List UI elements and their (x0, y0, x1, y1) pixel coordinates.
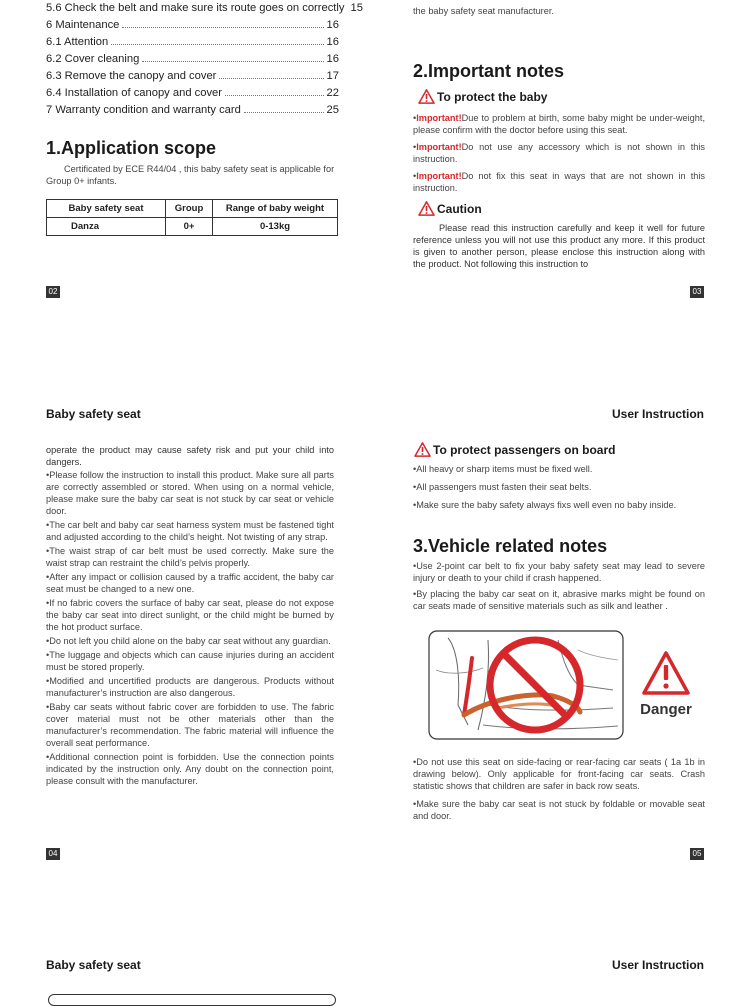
page-number: 02 (46, 286, 60, 298)
subheading-protect-baby: To protect the baby (418, 89, 547, 104)
list-item: •Make sure the baby car seat is not stuck by foldable or movable seat and door. (413, 799, 705, 821)
list-item: •The waist strap of car belt must be used correctly. Make sure the waist strap can restraint the child’s pelvis properly. (46, 546, 334, 568)
list-item: •Do not use this seat on side-facing or rear-facing car seats ( 1a 1b in drawing below). Only applicable for front-facing car seats. Crash statistic shows that children are safer in back row seats. (413, 757, 705, 791)
page04-lead: operate the product may cause safety risk and put your child into dangers. (46, 445, 334, 467)
toc-item[interactable]: 6.1 Attention 16 (46, 36, 339, 48)
danger-warning (637, 650, 695, 718)
seat-usage-notes (413, 756, 705, 822)
warning-icon (418, 201, 435, 216)
important-note: •Important!Due to problem at birth, some baby might be under-weight, please confirm with the doctor before using this seat. (413, 113, 705, 135)
page-number: 03 (690, 286, 704, 298)
list-item: •Please follow the instruction to install this product. Make sure all parts are correctly assembled or stored. When using on a normal vehicle, please make sure the baby car seat is not stuck by car seat or vehicle door. (46, 470, 334, 516)
running-header: User Instruction (611, 958, 704, 972)
list-item: •Baby car seats without fabric cover are forbidden to use. The fabric cover material must not be other materials other than the manufacturer’s recommendation. The fabric material will influence the overall seat performance. (46, 702, 334, 748)
table-row (47, 218, 338, 236)
important-note: •Important!Do not fix this seat in ways that are not shown in this instruction. (413, 171, 705, 193)
page04-notes (46, 469, 334, 787)
toc-item[interactable]: 5.6 Check the belt and make sure its route goes on correctly 15 (46, 2, 363, 14)
section-title-important-notes: 2.Important notes (413, 61, 565, 81)
running-header: User Instruction (611, 407, 704, 421)
warning-icon (418, 89, 435, 104)
toc-item[interactable]: 6.2 Cover cleaning 16 (46, 53, 339, 65)
table-cell: 0-13kg (213, 218, 338, 236)
manufacturer-text: the baby safety seat manufacturer. (413, 6, 554, 16)
passenger-notes (413, 463, 705, 511)
list-item: •All passengers must fasten their seat belts. (413, 482, 592, 492)
table-header: Group (166, 200, 213, 218)
table-header: Range of baby weight (213, 200, 338, 218)
list-item: •If no fabric covers the surface of baby car seat, please do not expose the baby car seat into direct sunlight, or the child might be burned by the hot product surface. (46, 598, 334, 632)
warning-icon (414, 442, 431, 457)
section-title-application-scope: 1.Application scope (46, 138, 217, 158)
list-item: •By placing the baby car seat on it, abrasive marks might be found on car seats made of sensitive materials such as silk and leather . (413, 589, 705, 611)
toc-item[interactable]: 6.3 Remove the canopy and cover 17 (46, 70, 339, 82)
toc-item[interactable]: 6.4 Installation of canopy and cover 22 (46, 87, 339, 99)
page-number: 04 (46, 848, 60, 860)
danger-label: Danger (640, 701, 692, 718)
toc-item[interactable]: 7 Warranty condition and warranty card 25 (46, 104, 339, 116)
list-item: •Additional connection point is forbidden. Use the connection points indicated by the instruction only. Any doubt on the connection point, please consult with the manufacturer. (46, 752, 334, 786)
list-item: •After any impact or collision caused by a traffic accident, the baby car seat must be changed to a new one. (46, 572, 334, 594)
subheading-protect-passengers: To protect passengers on board (414, 442, 615, 457)
vehicle-notes (413, 560, 705, 612)
subheading-caution: Caution (418, 201, 482, 216)
page-number: 05 (690, 848, 704, 860)
list-item: •Use 2-point car belt to fix your baby safety seat may lead to severe injury or death to your child if crash happened. (413, 561, 705, 583)
danger-icon (641, 650, 691, 696)
list-item: •Make sure the baby safety always fixs well even no baby inside. (413, 500, 677, 510)
table-cell: Danza (47, 218, 166, 236)
table-header: Baby safety seat (47, 200, 166, 218)
content-box-top-edge (48, 994, 336, 1006)
list-item: •All heavy or sharp items must be fixed well. (413, 464, 593, 474)
list-item: •Do not left you child alone on the baby car seat without any guardian. (46, 636, 331, 646)
table-header-row (47, 200, 338, 218)
application-scope-text: Certificated by ECE R44/04 , this baby safety seat is applicable for Group 0+ infants. (46, 164, 335, 186)
toc-item[interactable]: 6 Maintenance 16 (46, 19, 339, 31)
list-item: •The car belt and baby car seat harness system must be fastened tight and adjusted according to the child’s height. Not twisting of any strap. (46, 520, 334, 542)
prohibited-seat-drawing (428, 630, 624, 740)
table-cell: 0+ (166, 218, 213, 236)
running-header: Baby safety seat (46, 958, 141, 972)
important-note: •Important!Do not use any accessory which is not shown in this instruction. (413, 142, 705, 164)
section-title-vehicle-notes: 3.Vehicle related notes (413, 536, 608, 556)
list-item: •Modified and uncertified products are dangerous. Products without manufacturer’s instruction are also dangerous. (46, 676, 334, 698)
list-item: •The luggage and objects which can cause injuries during an accident must be stored properly. (46, 650, 334, 672)
two-point-belt-prohibited-illustration (428, 630, 624, 740)
caution-text: Please read this instruction carefully and keep it well for future reference unless you will not use this product any more. If this product is given to another person, please enclose this instruction along with the product. Not following this instruction to (413, 223, 705, 269)
spec-table (46, 199, 338, 236)
running-header: Baby safety seat (46, 407, 141, 421)
